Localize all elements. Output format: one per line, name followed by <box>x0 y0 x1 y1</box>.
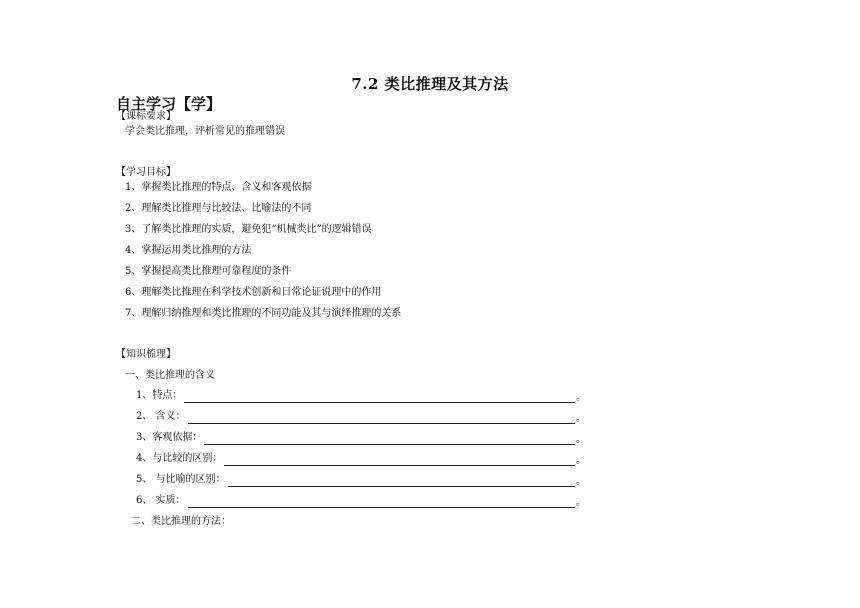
curriculum-text: 学会类比推理，评析常见的推理错误 <box>125 126 285 137</box>
fill-line-vs-comparison[interactable] <box>136 452 586 466</box>
part1-title: 一、类比推理的含义 <box>125 370 215 381</box>
fill-line-vs-metaphor[interactable] <box>136 473 586 487</box>
curriculum-heading: 【课标要求】 <box>116 111 176 122</box>
fill-end: 。 <box>576 413 586 424</box>
fill-line-objective-basis[interactable] <box>136 431 586 445</box>
knowledge-heading: 【知识梳理】 <box>116 349 176 360</box>
section-heading: 自主学习【学】 <box>116 95 222 113</box>
fill-label: 6、 实质： <box>136 495 186 506</box>
blank-line[interactable] <box>188 411 575 424</box>
fill-label: 5、 与比喻的区别： <box>136 474 226 485</box>
fill-label: 1、特点： <box>136 390 183 401</box>
blank-line[interactable] <box>228 474 575 487</box>
part2-title: 二、类比推理的方法： <box>131 516 231 527</box>
fill-line-meaning[interactable] <box>136 410 586 424</box>
fill-label: 4、与比较的区别： <box>136 453 223 464</box>
fill-end: 。 <box>576 497 586 508</box>
objective-item: 4、掌握运用类比推理的方法 <box>125 245 252 256</box>
blank-line[interactable] <box>184 390 575 403</box>
blank-line[interactable] <box>224 453 575 466</box>
objective-item: 1、掌握类比推理的特点、含义和客观依据 <box>125 182 312 193</box>
objective-item: 5、掌握提高类比推理可靠程度的条件 <box>125 266 292 277</box>
fill-label: 3、客观依据： <box>136 432 203 443</box>
objective-item: 6、理解类比推理在科学技术创新和日常论证说理中的作用 <box>125 287 382 298</box>
objectives-heading: 【学习目标】 <box>116 167 176 178</box>
objective-item: 7、理解归纳推理和类比推理的不同功能及其与演绎推理的关系 <box>125 308 402 319</box>
fill-line-features[interactable] <box>136 389 586 403</box>
blank-line[interactable] <box>188 495 575 508</box>
page-title: 7.2 类比推理及其方法 <box>351 75 509 93</box>
fill-line-essence[interactable] <box>136 494 586 508</box>
blank-line[interactable] <box>204 432 575 445</box>
fill-end: 。 <box>576 392 586 403</box>
fill-end: 。 <box>576 455 586 466</box>
objective-item: 2、理解类比推理与比较法、比喻法的不同 <box>125 203 312 214</box>
fill-end: 。 <box>576 476 586 487</box>
objective-item: 3、了解类比推理的实质，避免犯“机械类比”的逻辑错误 <box>125 224 372 235</box>
fill-label: 2、 含义： <box>136 411 186 422</box>
fill-end: 。 <box>576 434 586 445</box>
